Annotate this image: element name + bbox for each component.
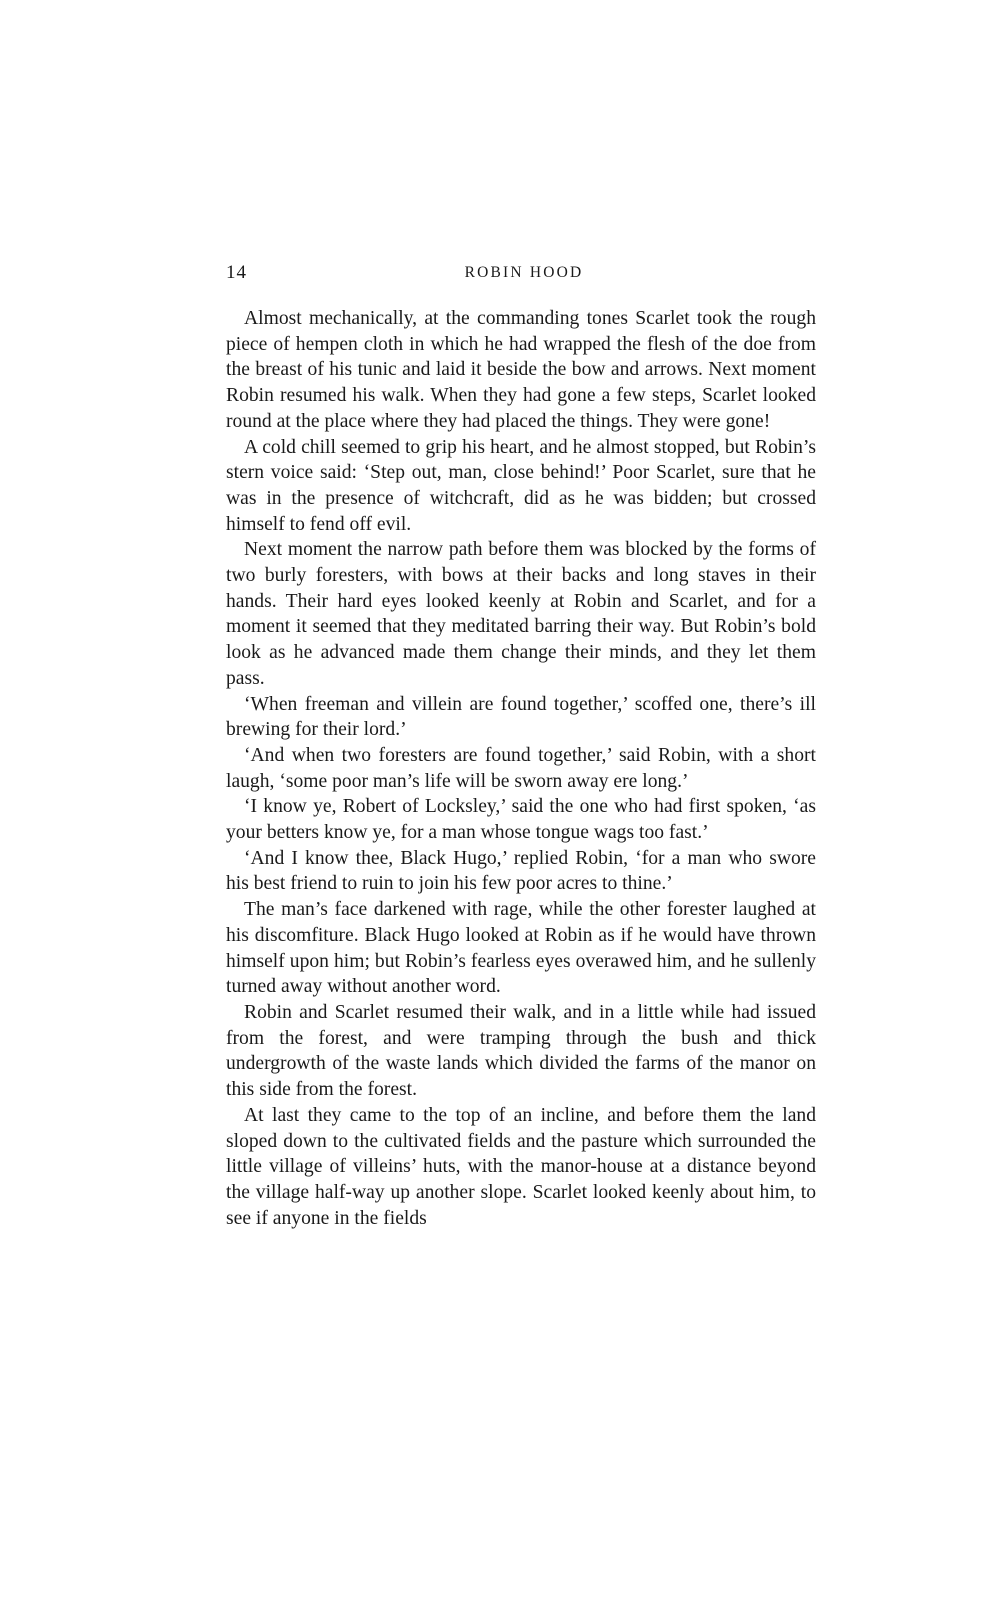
running-title: ROBIN HOOD <box>464 264 584 281</box>
running-head <box>226 262 816 292</box>
paragraph: A cold chill seemed to grip his heart, and he almost stopped, but Robin’s stern voice said: ‘Step out, man, close behind!’ Poor Scarlet, sure that he was in the presence of witchcraft, did as he was bidden; but crossed himself to fend off evil. <box>226 436 816 535</box>
paragraph: ‘And when two foresters are found together,’ said Robin, with a short laugh, ‘some poor man’s life will be sworn away ere long.’ <box>226 744 816 792</box>
paragraph: Robin and Scarlet resumed their walk, and in a little while had issued from the forest, and were tramping through the bush and thick undergrowth of the waste lands which divided the farms of the manor on this side from the forest. <box>226 1001 816 1101</box>
paragraph: ‘And I know thee, Black Hugo,’ replied Robin, ‘for a man who swore his best friend to ruin to join his few poor acres to thine.’ <box>226 847 816 895</box>
page-number: 14 <box>226 262 247 283</box>
paragraph: Next moment the narrow path before them was blocked by the forms of two burly foresters, with bows at their backs and long staves in their hands. Their hard eyes looked keenly at Robin and Scarlet, and for a moment it seemed that they meditated barring their way. But Robin’s bold look as he advanced made them change their minds, and they let them pass. <box>226 539 816 689</box>
paragraph: The man’s face darkened with rage, while the other forester laughed at his discomfiture. Black Hugo looked at Robin as if he would have thrown himself upon him; but Robin’s fearless eyes overawed him, and he sullenly turned away without another word. <box>226 899 816 998</box>
paragraph: Almost mechanically, at the commanding tones Scarlet took the rough piece of hempen cloth in which he had wrapped the flesh of the doe from the breast of his tunic and laid it beside the bow and arrows. Next moment Robin resumed his walk. When they had gone a few steps, Scarlet looked round at the place where they had placed the things. They were gone! <box>226 308 816 432</box>
body-text <box>226 306 816 1231</box>
paragraph: At last they came to the top of an incline, and before them the land sloped down to the cultivated fields and the pasture which surrounded the little village of villeins’ huts, with the manor-house at a distance beyond the village half-way up another slope. Scarlet looked keenly about him, to see if anyone in the fields <box>226 1104 816 1229</box>
paragraph: ‘When freeman and villein are found together,’ scoffed one, there’s ill brewing for their lord.’ <box>226 693 816 741</box>
paragraph: ‘I know ye, Robert of Locksley,’ said the one who had first spoken, ‘as your betters know ye, for a man whose tongue wags too fast.’ <box>226 796 816 844</box>
